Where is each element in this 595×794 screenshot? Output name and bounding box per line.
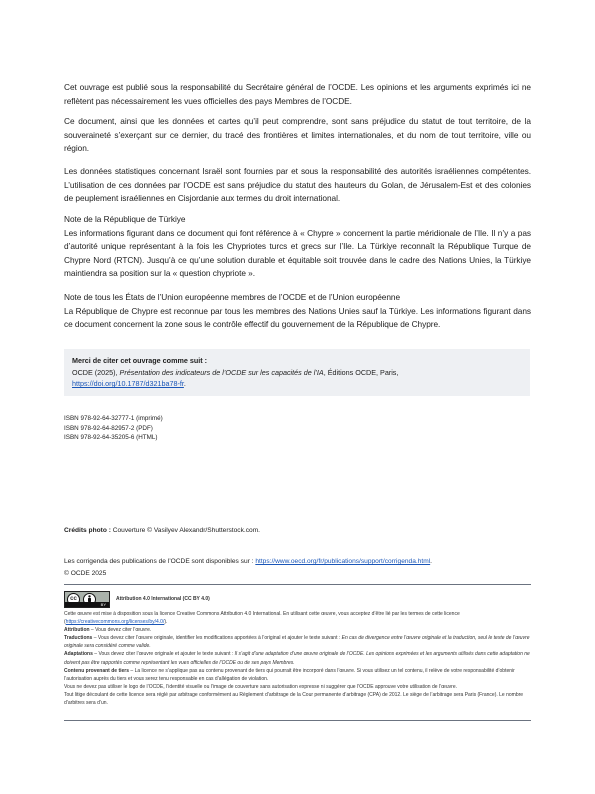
eu-note-text: La République de Chypre est reconnue par tous les membres des Nations Unies sauf la Türkiye. Les informations figurant dans ce document concernent la zone sous le contrôle effectif du gouvernement de la République de Chypre.: [64, 305, 531, 330]
eu-note-heading: Note de tous les États de l’Union européenne membres de l’OCDE et de l’Union européenne: [64, 292, 401, 302]
corrigenda-end: .: [430, 558, 432, 565]
citation-title: Présentation des indicateurs de l’OCDE sur les capacités de l’IA: [119, 367, 324, 377]
citation-doi-line: [72, 378, 522, 390]
turkiye-note-heading: Note de la République de Türkiye: [64, 214, 186, 224]
adaptations-quote: Il s’agit d’une adaptation d’une œuvre originale de l’OCDE. Les opinions exprimées et les arguments utilisés dans cette adaptation ne doivent pas être rapportés comme représentant les vues officielles de l’OCDE ou de ses pays Membres.: [64, 651, 530, 666]
license-third-party: [64, 667, 531, 683]
license-block: [64, 590, 531, 707]
corrigenda-link[interactable]: https://www.oecd.org/fr/publications/support/corrigenda.html: [255, 558, 431, 565]
license-attribution: [64, 626, 531, 634]
license-adaptations: [64, 650, 531, 666]
license-intro-end: ).: [164, 619, 168, 626]
cc-by-badge: [64, 591, 110, 608]
license-translations: [64, 634, 531, 650]
adaptations-text: – Vous devez citer l’œuvre originale et ajouter le texte suivant :: [92, 651, 235, 658]
photo-credits: [64, 527, 260, 534]
isbn-print: ISBN 978-92-64-32777-1 (imprimé): [64, 415, 163, 422]
third-party-text: – La licence ne s’applique pas au contenu provenant de tiers qui pourrait être incorporé dans l’œuvre. Si vous utilisez un tel contenu, il relève de votre responsabilité d’obtenir l’autorisation auprès du tiers et vous serez tenu responsable en cas d’allégation de violation.: [64, 667, 515, 682]
corrigenda-text: Les corrigenda des publications de l’OCDE sont disponibles sur :: [64, 558, 256, 565]
license-intro: [64, 610, 531, 626]
citation-doi-link[interactable]: https://doi.org/10.1787/d321ba78-fr: [72, 379, 184, 388]
disclaimer-paragraph: Cet ouvrage est publié sous la responsabilité du Secrétaire général de l’OCDE. Les opinions et les arguments exprimés ici ne reflètent pas nécessairement les vues officielles des pays Membres de l’OCDE.: [64, 82, 531, 106]
photo-credits-label: Crédits photo :: [64, 527, 111, 534]
isbn-list: [64, 414, 163, 443]
attribution-text: – Vous devez citer l’œuvre.: [89, 627, 152, 634]
by-label: BY: [65, 602, 109, 607]
copyright: © OCDE 2025: [64, 570, 107, 577]
license-top-rule: [64, 584, 531, 585]
license-bottom-rule: [64, 720, 531, 721]
citation-heading: Merci de citer cet ouvrage comme suit :: [72, 356, 208, 365]
license-intro-text: Cette œuvre est mise à disposition sous la licence Creative Commons Attribution 4.0 International. En utilisant cette œuvre, vous acceptez d’être lié par les termes de cette licence (: [64, 611, 460, 626]
territory-paragraph: Ce document, ainsi que les données et cartes qu’il peut comprendre, sont sans préjudice du statut de tout territoire, de la souveraineté s’exerçant sur ce dernier, du tracé des frontières et limites internationales, et du nom de tout territoire, ville ou région.: [64, 116, 531, 154]
turkiye-note: [64, 213, 531, 281]
license-dispute: Tout litige découlant de cette licence sera réglé par arbitrage conformément au Règlement d’arbitrage de la Cour permanente d’arbitrage (CPA) de 2012. Le siège de l’arbitrage sera Paris (France). Le nombre d’arbitres sera d’un.: [64, 691, 524, 707]
license-logo: Vous ne devez pas utiliser le logo de l’OCDE, l’identité visuelle ou l’image de couverture sans autorisation expresse ni suggérer que l’OCDE approuve votre utilisation de l’œuvre.: [64, 683, 457, 690]
citation-text: [72, 367, 522, 379]
photo-credits-text: Couverture © Vasilyev Alexandr/Shutterstock.com.: [110, 527, 261, 534]
attribution-label: Attribution: [64, 627, 90, 634]
israel-paragraph: Les données statistiques concernant Israël sont fournies par et sous la responsabilité des autorités israéliennes compétentes. L’utilisation de ces données par l’OCDE est sans préjudice du statut des hauteurs du Golan, de Jérusalem-Est et des colonies de peuplement israéliennes en Cisjordanie aux termes du droit international.: [64, 166, 531, 204]
citation-doi-end: .: [183, 379, 186, 388]
corrigenda: [64, 556, 432, 580]
citation-prefix: OCDE (2025),: [72, 367, 120, 377]
translations-quote: En cas de divergence entre l’œuvre originale et la traduction, seul le texte de l’œuvre originale sera considéré comme valide.: [64, 635, 530, 650]
isbn-html: ISBN 978-92-64-35205-6 (HTML): [64, 434, 158, 442]
translations-label: Traductions: [64, 635, 93, 642]
citation-suffix: , Éditions OCDE, Paris,: [323, 367, 399, 377]
eu-note: [64, 291, 531, 332]
third-party-label: Contenu provenant de tiers: [64, 667, 130, 674]
license-header: [64, 590, 531, 608]
license-url-link[interactable]: https://creativecommons.org/licenses/by/4.0/: [65, 619, 165, 626]
cc-icon: cc: [67, 593, 80, 606]
translations-text: – Vous devez citer l’œuvre originale, identifier les modifications apportées à l’original et ajouter le texte suivant :: [92, 635, 342, 642]
turkiye-note-text: Les informations figurant dans ce document qui font référence à « Chypre » concernent la partie méridionale de l’Ile. Il n’y a pas d’autorité unique représentant à la fois les Chypriotes turcs et grecs sur l’Ile. La Türkiye reconnaît la République Turque de Chypre Nord (RTCN). Jusqu’à ce qu’une solution durable et équitable soit trouvée dans le cadre des Nations Unies, la Türkiye maintiendra sa position sur la « question chypriote ».: [64, 227, 531, 279]
isbn-pdf: ISBN 978-92-64-82957-2 (PDF): [64, 424, 153, 432]
citation-box: [64, 349, 530, 396]
license-title: Attribution 4.0 International (CC BY 4.0): [116, 595, 210, 602]
corrigenda-line: [64, 556, 432, 568]
adaptations-label: Adaptations: [64, 651, 93, 658]
